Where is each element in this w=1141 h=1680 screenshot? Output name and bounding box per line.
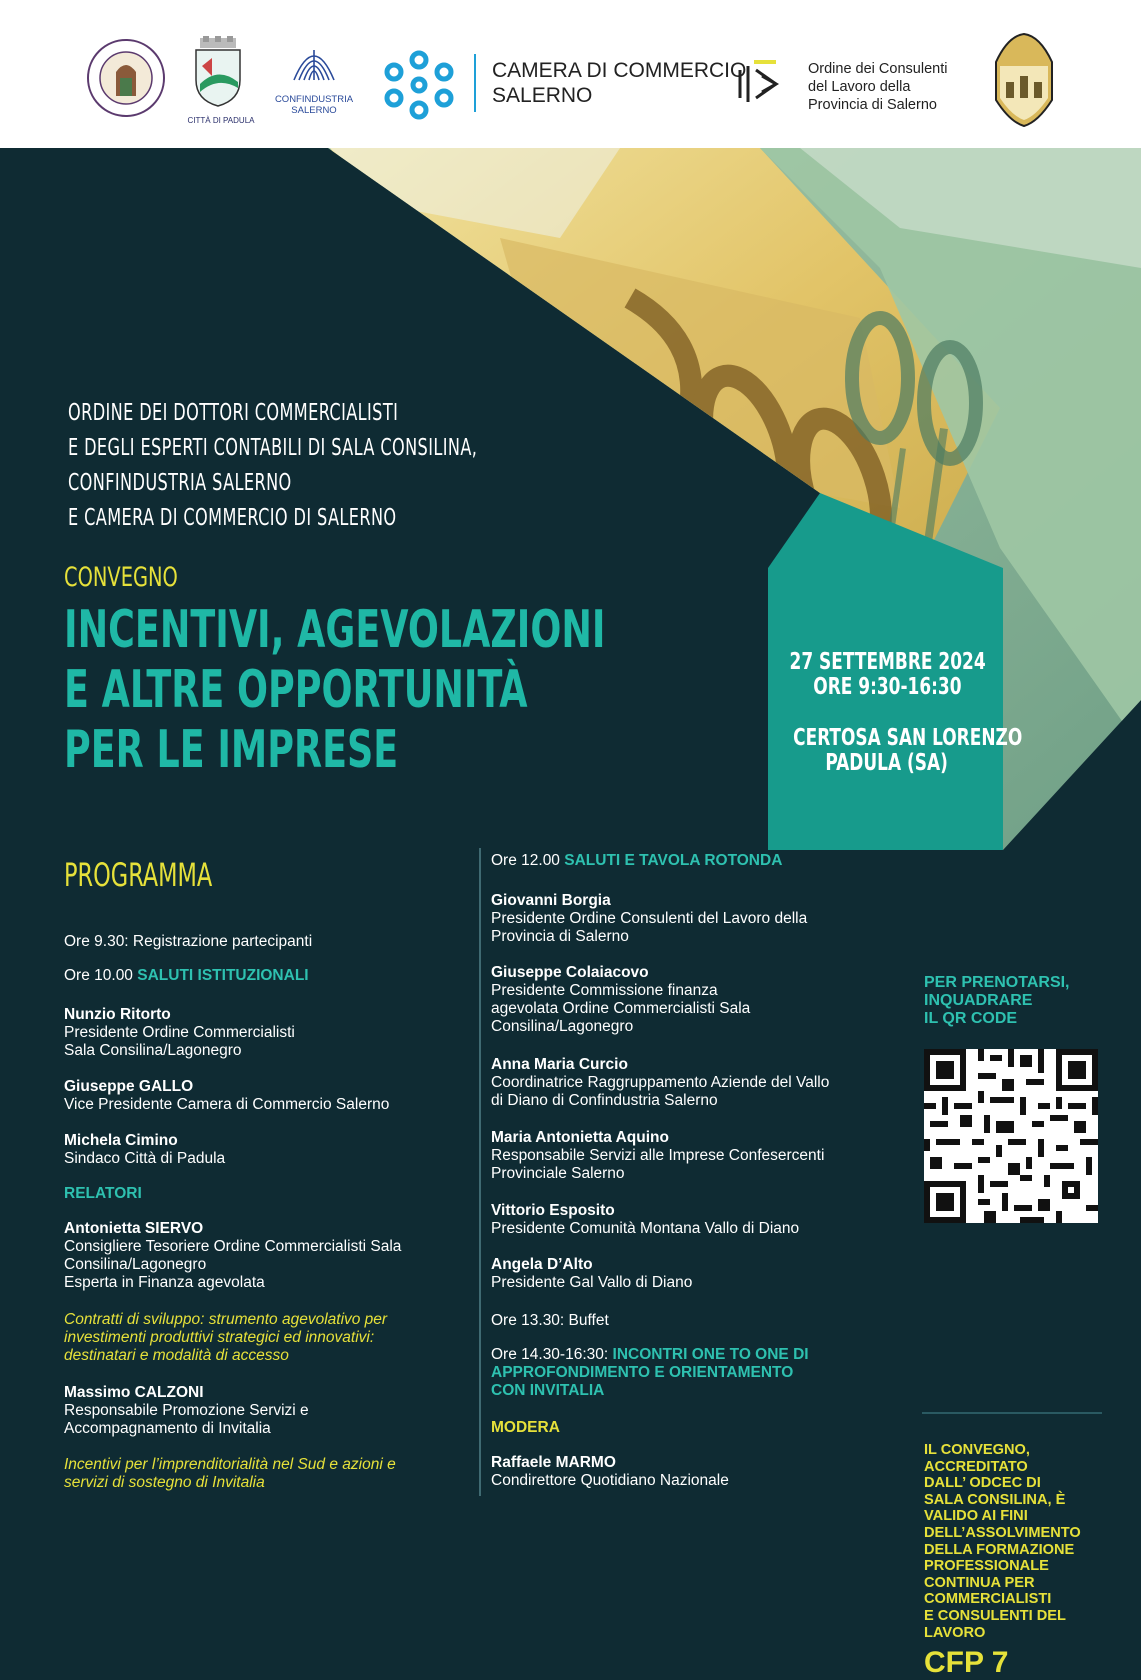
- event-title-line-1: INCENTIVI, AGEVOLAZIONI: [64, 600, 606, 660]
- speaker-name: Vittorio Esposito: [491, 1202, 615, 1219]
- speaker-role: Presidente Commissione finanza: [491, 982, 718, 999]
- accreditation-line: CONTINUA PER: [924, 1574, 1035, 1591]
- booking-instructions: [924, 974, 1100, 1028]
- speaker-role: Responsabile Promozione Servizi e: [64, 1402, 309, 1419]
- speaker-role: Vice Presidente Camera di Commercio Salerno: [64, 1096, 390, 1113]
- organizer-line-1: ORDINE DEI DOTTORI COMMERCIALISTI: [68, 400, 399, 426]
- tavola-label: SALUTI E TAVOLA ROTONDA: [564, 852, 783, 869]
- event-city: PADULA (SA): [825, 750, 949, 776]
- incontri-line-1: INCONTRI ONE TO ONE DI: [612, 1346, 809, 1363]
- event-title: [64, 600, 605, 780]
- camera-label-2: SALERNO: [492, 84, 593, 107]
- speaker-esposito: [491, 1202, 891, 1238]
- speaker-dalto: [491, 1256, 891, 1292]
- accreditation-line: COMMERCIALISTI: [924, 1591, 1052, 1608]
- camera-commercio-logo: [380, 48, 458, 120]
- speaker-name: Angela D’Alto: [491, 1256, 593, 1273]
- topic-line: Contratti di sviluppo: strumento agevolativo per: [64, 1311, 388, 1328]
- incontri-time: Ore 14.30-16:30:: [491, 1346, 609, 1363]
- event-venue: [768, 725, 1023, 776]
- accreditation-line: DELLA FORMAZIONE: [924, 1541, 1075, 1558]
- organizer-line-4: E CAMERA DI COMMERCIO DI SALERNO: [68, 505, 397, 531]
- saluti-heading: [64, 967, 464, 985]
- camera-divider: [474, 54, 476, 112]
- speaker-name: Giuseppe GALLO: [64, 1078, 194, 1095]
- accreditation-note: [924, 1442, 1100, 1641]
- right-separator: [922, 1412, 1102, 1414]
- tavola-time: Ore 12.00: [491, 852, 560, 869]
- topic-line: destinatari e modalità di accesso: [64, 1347, 289, 1364]
- speaker-role: Sala Consilina/Lagonegro: [64, 1042, 242, 1059]
- speaker-colaiacovo: [491, 964, 891, 1036]
- event-time: ORE 9:30-16:30: [812, 674, 962, 700]
- speaker-role: Coordinatrice Raggruppamento Aziende del Vallo: [491, 1074, 830, 1091]
- consulenti-lavoro-logo: [732, 56, 788, 112]
- speaker-role: agevolata Ordine Commercialisti Sala: [491, 1000, 751, 1017]
- speaker-calzoni: [64, 1384, 464, 1438]
- consulenti-label-3: Provincia di Salerno: [808, 97, 937, 113]
- consulenti-label-1: Ordine dei Consulenti: [808, 61, 948, 77]
- speaker-role: Presidente Ordine Commercialisti: [64, 1024, 295, 1041]
- event-date: 27 SETTEMBRE 2024: [789, 649, 986, 675]
- speaker-role: Provincia di Salerno: [491, 928, 629, 945]
- incontri-line-3: CON INVITALIA: [491, 1382, 605, 1399]
- speaker-aquino: [491, 1129, 891, 1183]
- topic-line: Incentivi per l’imprenditorialità nel Sud e azioni e: [64, 1456, 396, 1473]
- event-venue-name: CERTOSA SAN LORENZO: [793, 725, 1023, 751]
- speaker-name: Anna Maria Curcio: [491, 1056, 628, 1073]
- event-title-line-3: PER LE IMPRESE: [64, 720, 399, 780]
- confindustria-label-2: SALERNO: [291, 105, 337, 116]
- event-label: CONVEGNO: [64, 562, 178, 593]
- speaker-role: Responsabile Servizi alle Imprese Confesercenti: [491, 1147, 825, 1164]
- speaker-name: Michela Cimino: [64, 1132, 178, 1149]
- organizers-block: [68, 396, 477, 536]
- accreditation-line: E CONSULENTI DEL: [924, 1607, 1066, 1624]
- speaker-gallo: [64, 1078, 464, 1114]
- speaker-name: Giuseppe Colaiacovo: [491, 964, 649, 981]
- accreditation-line: DALL’ ODCEC DI: [924, 1475, 1041, 1492]
- odcec-seal-logo: [86, 38, 166, 118]
- padula-crest-logo: [190, 36, 246, 108]
- accreditation-line: VALIDO AI FINI: [924, 1508, 1028, 1525]
- speaker-role: Provinciale Salerno: [491, 1165, 625, 1182]
- topic-line: investimenti produttivi strategici ed innovativi:: [64, 1329, 375, 1346]
- event-title-line-2: E ALTRE OPPORTUNITÀ: [64, 660, 528, 720]
- organizer-line-3: CONFINDUSTRIA SALERNO: [68, 470, 292, 496]
- saluti-time: Ore 10.00: [64, 967, 133, 984]
- accreditation-line: PROFESSIONALE: [924, 1558, 1049, 1575]
- confindustria-logo: [290, 40, 338, 88]
- speaker-name: Raffaele MARMO: [491, 1454, 616, 1471]
- program-label: PROGRAMMA: [64, 856, 213, 894]
- calzoni-topic: [64, 1456, 464, 1492]
- speaker-role: Consigliere Tesoriere Ordine Commercialisti Sala: [64, 1238, 402, 1255]
- speaker-ritorto: [64, 1006, 464, 1060]
- speaker-role: Accompagnamento di Invitalia: [64, 1420, 271, 1437]
- cfp-credits: CFP 7: [924, 1646, 1009, 1679]
- logo-bar: [0, 0, 1141, 148]
- accreditation-line: LAVORO: [924, 1624, 986, 1641]
- speaker-role: Presidente Gal Vallo di Diano: [491, 1274, 693, 1291]
- speaker-role: Sindaco Città di Padula: [64, 1150, 226, 1167]
- booking-line: INQUADRARE: [924, 992, 1033, 1009]
- speaker-role: Condirettore Quotidiano Nazionale: [491, 1472, 729, 1489]
- speaker-cimino: [64, 1132, 464, 1168]
- tavola-heading: [491, 852, 891, 870]
- saluti-label: SALUTI ISTITUZIONALI: [137, 967, 309, 984]
- poster-body: [0, 148, 1141, 1679]
- speaker-role: Consilina/Lagonegro: [64, 1256, 207, 1273]
- column-divider: [479, 848, 481, 1496]
- speaker-role: Presidente Comunità Montana Vallo di Diano: [491, 1220, 800, 1237]
- relatori-heading: RELATORI: [64, 1185, 142, 1202]
- buffet-item: Ore 13.30: Buffet: [491, 1312, 609, 1329]
- speaker-name: Massimo CALZONI: [64, 1384, 204, 1401]
- speaker-role: Presidente Ordine Consulenti del Lavoro della: [491, 910, 808, 927]
- speaker-siervo: [64, 1220, 464, 1292]
- speaker-role: Consilina/Lagonegro: [491, 1018, 634, 1035]
- speaker-name: Antonietta SIERVO: [64, 1220, 204, 1237]
- speaker-role: Esperta in Finanza agevolata: [64, 1274, 265, 1291]
- booking-line: PER PRENOTARSI,: [924, 974, 1070, 991]
- consulenti-label-2: del Lavoro della: [808, 79, 911, 95]
- modera-heading: MODERA: [491, 1419, 560, 1436]
- speaker-name: Nunzio Ritorto: [64, 1006, 171, 1023]
- speaker-name: Maria Antonietta Aquino: [491, 1129, 669, 1146]
- accreditation-line: SALA CONSILINA, È: [924, 1491, 1066, 1508]
- provincia-crest-logo: [988, 32, 1060, 128]
- speaker-role: di Diano di Confindustria Salerno: [491, 1092, 718, 1109]
- organizer-line-2: E DEGLI ESPERTI CONTABILI DI SALA CONSILINA,: [68, 435, 478, 461]
- confindustria-label-1: CONFINDUSTRIA: [274, 94, 354, 105]
- speaker-borgia: [491, 892, 891, 946]
- accreditation-line: ACCREDITATO: [924, 1458, 1028, 1475]
- registration-item: Ore 9.30: Registrazione partecipanti: [64, 933, 313, 950]
- incontri-item: [491, 1346, 891, 1400]
- speaker-marmo: [491, 1454, 891, 1490]
- camera-label-1: CAMERA DI COMMERCIO: [492, 59, 747, 82]
- qr-code[interactable]: [924, 1049, 1098, 1223]
- accreditation-line: DELL’ASSOLVIMENTO: [924, 1524, 1081, 1541]
- padula-caption: CITTÀ DI PADULA: [187, 116, 255, 125]
- speaker-name: Giovanni Borgia: [491, 892, 611, 909]
- event-date-time: [768, 650, 1006, 700]
- siervo-topic: [64, 1311, 464, 1365]
- incontri-line-2: APPROFONDIMENTO E ORIENTAMENTO: [491, 1364, 794, 1381]
- topic-line: servizi di sostegno di Invitalia: [64, 1474, 265, 1491]
- speaker-curcio: [491, 1056, 891, 1110]
- booking-line: IL QR CODE: [924, 1010, 1018, 1027]
- accreditation-line: IL CONVEGNO,: [924, 1442, 1030, 1458]
